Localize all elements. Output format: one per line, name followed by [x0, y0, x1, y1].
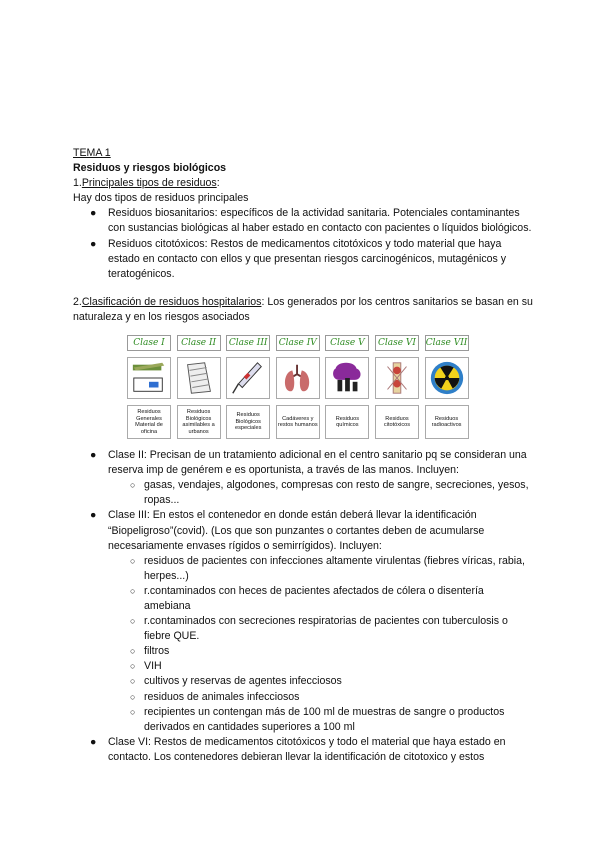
class-label: Clase IV	[276, 335, 320, 351]
circle-bullet-icon: ○	[130, 555, 136, 566]
class-label: Clase II	[177, 335, 221, 351]
bullet-icon: ●	[90, 207, 97, 220]
list-item: ○ filtros	[73, 644, 533, 659]
circle-bullet-icon: ○	[130, 480, 136, 491]
page-title: Residuos y riesgos biológicos	[73, 162, 227, 175]
bullet-icon: ●	[90, 509, 97, 522]
list-item: ○ cultivos y reservas de agentes infecciosos	[73, 674, 533, 689]
waste-class-figure	[127, 335, 471, 439]
list-item: ● Clase II: Precisan de un tratamiento adicional en el centro sanitario pq se consideran una reserva imp de genérem e es oportunista, a través de las manos. Incluyen:	[90, 449, 527, 477]
class-pictures	[127, 351, 471, 399]
list-item: ● Clase VI: Restos de medicamentos citotóxicos y todo el material que haya estado en contacto. Los contenedores debieran llevar la identificación de citotoxico y estos	[90, 735, 506, 763]
class-label: Clase I	[127, 335, 171, 351]
class-label: Clase VII	[425, 335, 469, 351]
class-name: Cadáveres y restos humanos	[276, 405, 320, 439]
bandage-icon	[177, 357, 221, 399]
class-label: Clase III	[226, 335, 270, 351]
section-1-list	[73, 206, 533, 281]
bullet-icon: ●	[90, 237, 97, 250]
class-label: Clase V	[325, 335, 369, 351]
circle-bullet-icon: ○	[130, 676, 136, 687]
list-item: ○ VIH	[73, 659, 533, 674]
circle-bullet-icon: ○	[130, 585, 136, 596]
circle-bullet-icon: ○	[130, 691, 136, 702]
section-1-intro: Hay dos tipos de residuos principales	[73, 192, 249, 205]
class-names	[127, 399, 471, 439]
chemical-icon	[325, 357, 369, 399]
class-headers	[127, 335, 471, 351]
circle-bullet-icon: ○	[130, 661, 136, 672]
syringe-icon	[226, 357, 270, 399]
class-name: Residuos químicos	[325, 405, 369, 439]
class-name: Residuos radioactivos	[425, 405, 469, 439]
list-item: ○ r.contaminados con heces de pacientes afectados de cólera o disentería amebiana	[130, 584, 484, 612]
class-name: Residuos citotóxicos	[375, 405, 419, 439]
class-name: Residuos Generales Material de oficina	[127, 405, 171, 439]
list-item: ○ residuos de animales infecciosos	[73, 690, 533, 705]
section-2-heading: 2.Clasificación de residuos hospitalarios: Los generados por los centros sanitarios se basan en su naturaleza y en los riesgos asociados	[73, 295, 533, 323]
circle-bullet-icon: ○	[130, 706, 136, 717]
circle-bullet-icon: ○	[130, 646, 136, 657]
list-item: ○ r.contaminados con secreciones respiratorias de pacientes con tuberculosis o fiebre QUE.	[130, 615, 508, 643]
topic-label: TEMA 1	[73, 147, 111, 159]
list-item: ● Clase III: En estos el contenedor en donde están deberá llevar la identificación “Biopeligroso”(covid). (Los que son punzantes o cortantes deben de acumularse necesariamente envases rígidos o semirrígidos). Incluyen:	[90, 509, 485, 552]
list-item: ○ residuos de pacientes con infecciones altamente virulentas (fiebres víricas, rabia, herpes...)	[130, 554, 525, 582]
list-item: ○ recipientes un contengan más de 100 ml de muestras de sangre o productos derivados en cantidades superiores a 100 ml	[130, 705, 505, 733]
lungs-icon	[276, 357, 320, 399]
circle-bullet-icon: ○	[130, 616, 136, 627]
radioactive-icon	[425, 357, 469, 399]
list-item: ○ gasas, vendajes, algodones, compresas con resto de sangre, secreciones, yesos, ropas...	[130, 479, 529, 507]
document-page	[73, 146, 533, 765]
list-item: ● Residuos citotóxicos: Restos de medicamentos citotóxicos y todo material que haya estado en contacto con ellos y que presentan riesgos carcinogénicos, mutagénicos y teratogénicos.	[90, 237, 507, 280]
class-label: Clase VI	[375, 335, 419, 351]
bullet-icon: ●	[90, 449, 97, 462]
classes-list	[73, 448, 533, 765]
cytotoxic-icon	[375, 357, 419, 399]
section-1-heading: 1.Principales tipos de residuos:	[73, 177, 220, 190]
class-name: Residuos Biológicos especiales	[226, 405, 270, 439]
class-name: Residuos Biológicos asimilables a urbanos	[177, 405, 221, 439]
list-item: ● Residuos biosanitarios: específicos de la actividad sanitaria. Potenciales contaminantes con sustancias biológicas al haber estado en contacto con pacientes o líquidos biológicos.	[90, 207, 532, 235]
equipment-icon	[127, 357, 171, 399]
bullet-icon: ●	[90, 735, 97, 748]
